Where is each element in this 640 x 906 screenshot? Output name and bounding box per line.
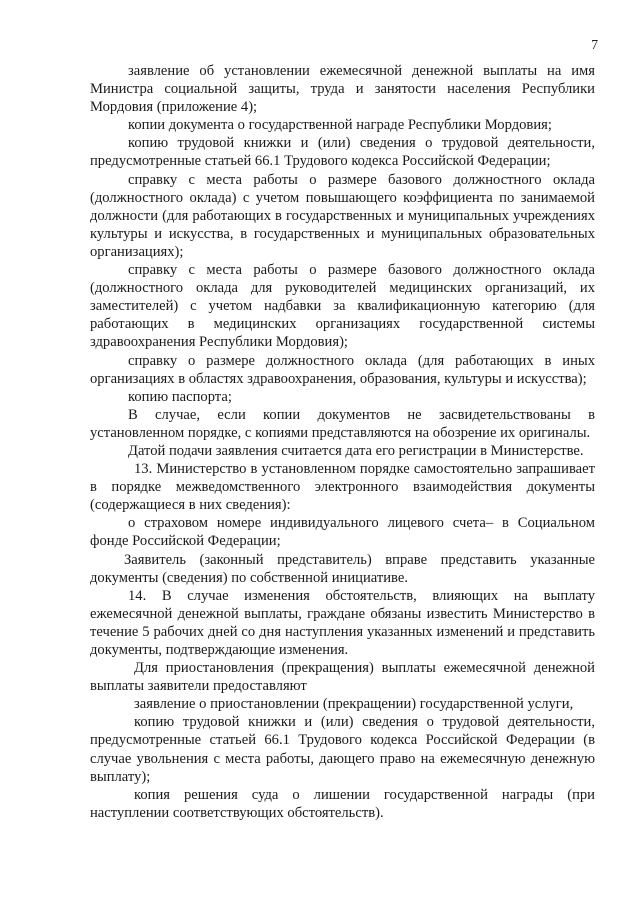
paragraph-salary-certificate-other: справку о размере должностного оклада (для работающих в иных организациях в областях здравоохранения, образования, культуры и искусства); bbox=[90, 352, 595, 387]
paragraph-clause-13: 13. Министерство в установленном порядке самостоятельно запрашивает в порядке межведомственного электронного взаимодействия документы (содержащиеся в них сведения): bbox=[90, 461, 595, 514]
document-body bbox=[90, 62, 595, 822]
paragraph-suspension-intro: Для приостановления (прекращения) выплаты ежемесячной денежной выплаты заявители предоставляют bbox=[90, 660, 595, 695]
paragraph-uncertified-copies: В случае, если копии документов не засвидетельствованы в установленном порядке, с копиями представляются на обозрение их оригиналы. bbox=[90, 406, 595, 441]
paragraph-application-form: заявление об установлении ежемесячной денежной выплаты на имя Министра социальной защиты, труда и занятости населения Республики Мордовия (приложение 4); bbox=[90, 63, 595, 116]
paragraph-award-copies: копии документа о государственной награде Республики Мордовия; bbox=[128, 117, 552, 134]
paragraph-passport-copy: копию паспорта; bbox=[128, 388, 232, 405]
paragraph-own-initiative: Заявитель (законный представитель) вправе представить указанные документы (сведения) по собственной инициативе. bbox=[90, 551, 595, 586]
paragraph-suspension-application: заявление о приостановлении (прекращении) государственной услуги, bbox=[134, 696, 574, 713]
page-number: 7 bbox=[591, 37, 598, 52]
paragraph-filing-date: Датой подачи заявления считается дата его регистрации в Министерстве. bbox=[128, 442, 584, 459]
paragraph-salary-certificate-medical: справку с места работы о размере базового должностного оклада (должностного оклада для руководителей медицинских организаций, их заместителей) с учетом надбавки за квалификационную категорию (для работающих в медицинских организациях государственной системы здравоохранения Республики Мордовия); bbox=[90, 262, 595, 351]
paragraph-court-decision: копия решения суда о лишении государственной награды (при наступлении соответствующих обстоятельств). bbox=[90, 786, 595, 821]
paragraph-salary-certificate-culture: справку с места работы о размере базового должностного оклада (должностного оклада) с учетом повышающего коэффициента по занимаемой должности (для работающих в государственных и муниципальных учреждениях культуры и искусства, в государственных и муниципальных образовательных организациях); bbox=[90, 171, 595, 260]
paragraph-clause-14: 14. В случае изменения обстоятельств, влияющих на выплату ежемесячной денежной выплаты, граждане обязаны известить Министерство в течение 5 рабочих дней со дня наступления указанных изменений и представить документы, подтверждающие изменения. bbox=[90, 587, 595, 658]
paragraph-work-book-copy: копию трудовой книжки и (или) сведения о трудовой деятельности, предусмотренные статьей 66.1 Трудового кодекса Российской Федерации; bbox=[90, 135, 595, 170]
paragraph-suspension-work-book: копию трудовой книжки и (или) сведения о трудовой деятельности, предусмотренные статьей 66.1 Трудового кодекса Российской Федерации (в случае увольнения с места работы, дающего право на ежемесячную денежную выплату); bbox=[90, 714, 595, 785]
paragraph-insurance-number: о страховом номере индивидуального лицевого счета– в Социальном фонде Российской Федерации; bbox=[90, 515, 595, 550]
